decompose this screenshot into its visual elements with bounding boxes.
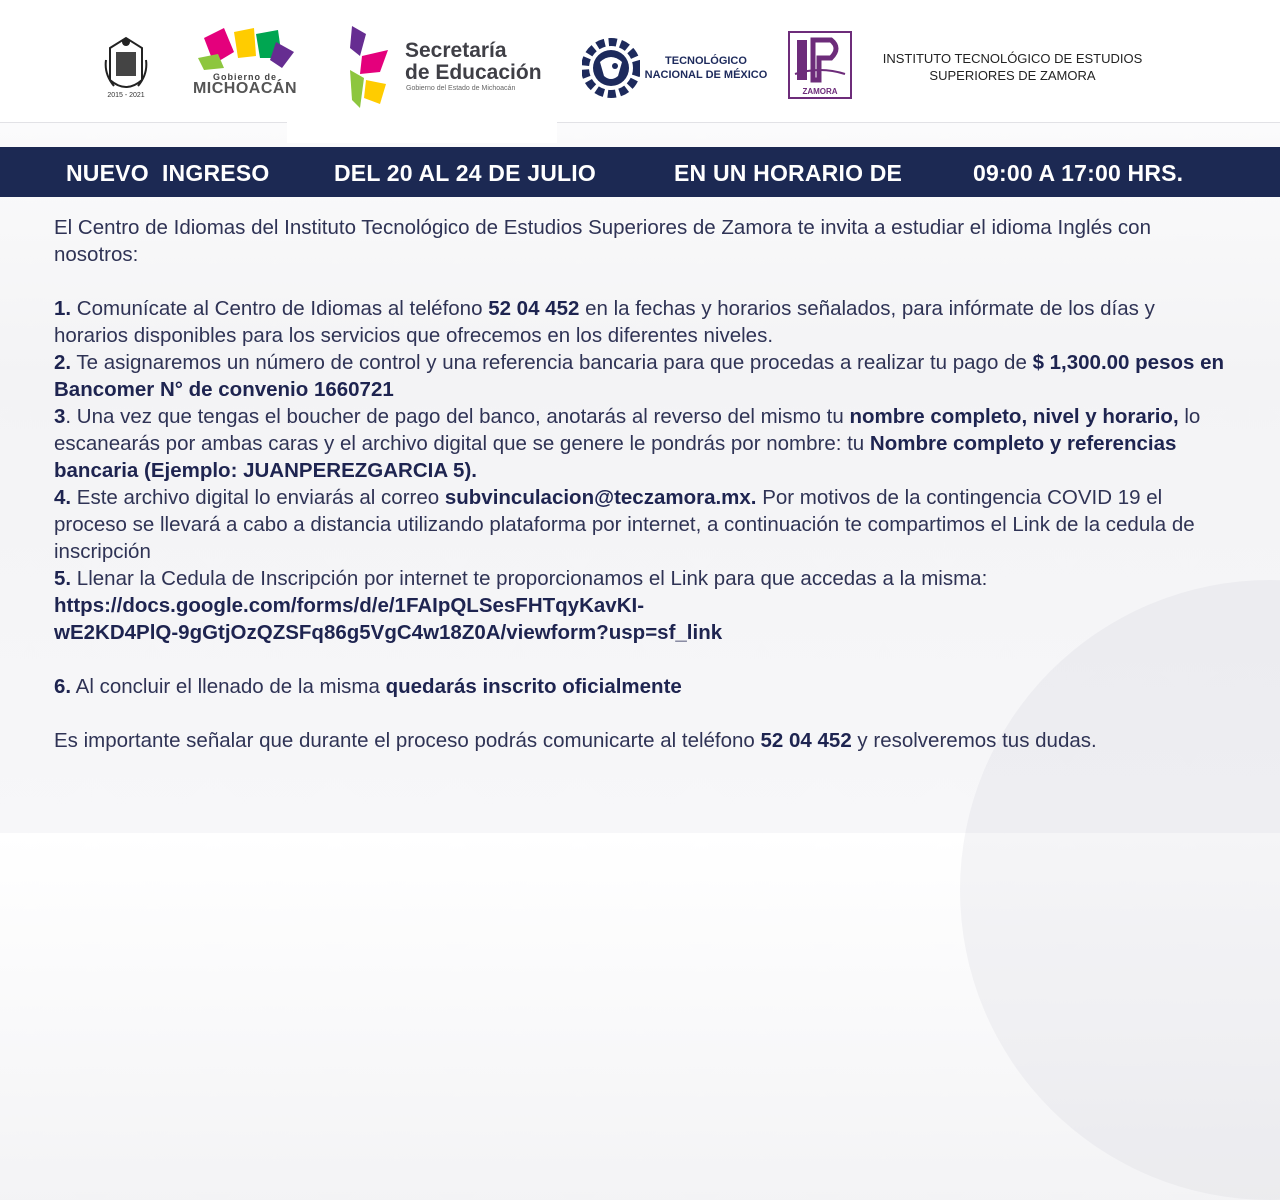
michoacan-small-text: Gobierno de <box>212 72 277 82</box>
header-logos <box>0 0 1280 123</box>
step-3-bold-b: Nombre completo y referencias bancaria (Ejemplo: JUANPEREZGARCIA 5). <box>54 432 1177 482</box>
step-1-phone: 52 04 452 <box>488 297 580 320</box>
form-link-line2[interactable]: wE2KD4PlQ-9gGtjOzQZSFq86g5VgC4w18Z0A/viewform?usp=sf_link <box>54 621 723 644</box>
sep-title-line1: Secretaría <box>405 39 507 62</box>
step-6-bold: quedarás inscrito oficialmente <box>385 675 682 698</box>
ites-name-line1: INSTITUTO TECNOLÓGICO DE ESTUDIOS <box>882 51 1143 66</box>
step-2 <box>54 349 1234 403</box>
closing-text-a: Es importante señalar que durante el proceso podrás comunicarte al teléfono <box>54 729 761 752</box>
form-link-line1[interactable]: https://docs.google.com/forms/d/e/1FAIpQLSesFHTqyKavKI- <box>54 594 645 617</box>
banner-new-enrollment: NUEVO INGRESO <box>66 160 270 186</box>
step-5-number: 5. <box>54 567 72 590</box>
step-1 <box>54 295 1234 349</box>
ites-name <box>860 50 1165 84</box>
tecnm-gear-icon <box>582 26 640 110</box>
tecnm-line2: NACIONAL DE MÉXICO <box>644 69 768 81</box>
sep-title-line2: de Educación <box>405 61 542 84</box>
banner-hours: 09:00 A 17:00 HRS. <box>973 160 1184 186</box>
step-3-text-a: . Una vez que tengas el boucher de pago del banco, anotarás al reverso del mismo tu <box>65 405 850 428</box>
tecnm-name <box>644 54 768 82</box>
step-2-number: 2. <box>54 351 72 374</box>
step-5-text: Llenar la Cedula de Inscripción por internet te proporcionamos el Link para que accedas a la misma: <box>71 567 988 590</box>
step-2-payment: $ 1,300.00 pesos en Bancomer N° de convenio 1660721 <box>54 351 1225 401</box>
ites-logo-label: ZAMORA <box>802 87 838 96</box>
sep-subtitle: Gobierno del Estado de Michoacán <box>406 85 516 92</box>
step-2-text-a: Te asignaremos un número de control y una referencia bancaria para que procedas a realizar tu pago de <box>71 351 1033 374</box>
step-4-text-a: Este archivo digital lo enviarás al correo <box>71 486 445 509</box>
step-3-bold-a: nombre completo, nivel y horario, <box>849 405 1179 428</box>
ites-zamora-logo-icon <box>787 30 853 100</box>
step-1-text-a: Comunícate al Centro de Idiomas al teléfono <box>71 297 489 320</box>
sep-logo-icon <box>350 26 390 108</box>
announcement-body <box>54 214 1234 754</box>
step-1-text-b: en la fechas y horarios señalados, para infórmate de los días y horarios disponibles para los servicios que ofrecemos en los diferentes niveles. <box>54 297 1155 347</box>
ites-name-line2: SUPERIORES DE ZAMORA <box>929 68 1096 83</box>
seal-year: 2015 - 2021 <box>107 92 145 99</box>
step-4-email[interactable]: subvinculacion@teczamora.mx. <box>444 486 757 509</box>
form-link[interactable] <box>54 592 1234 646</box>
step-3 <box>54 403 1234 484</box>
closing-phone: 52 04 452 <box>760 729 852 752</box>
enrollment-banner <box>0 147 1280 197</box>
step-6 <box>54 673 1234 700</box>
step-4 <box>54 484 1234 565</box>
michoacan-seal-icon <box>104 30 148 100</box>
step-6-text: Al concluir el llenado de la misma <box>71 675 386 698</box>
step-1-number: 1. <box>54 297 72 320</box>
closing-paragraph <box>54 727 1234 754</box>
step-4-text-b: Por motivos de la contingencia COVID 19 el proceso se llevará a cabo a distancia utilizando plataforma por internet, a continuación te compartimos el Link de la cedula de inscripción <box>54 486 1195 563</box>
step-3-number: 3 <box>54 405 66 428</box>
sep-title <box>405 40 542 84</box>
banner-dates: DEL 20 AL 24 DE JULIO <box>334 160 596 186</box>
intro-paragraph: El Centro de Idiomas del Instituto Tecnológico de Estudios Superiores de Zamora te invita a estudiar el idioma Inglés con nosotros: <box>54 216 1151 266</box>
step-3-text-b: lo escanearás por ambas caras y el archivo digital que se genere le pondrás por nombre: tu <box>54 405 1201 455</box>
step-6-number: 6. <box>54 675 72 698</box>
michoacan-title: MICHOACÁN <box>192 80 298 97</box>
step-4-number: 4. <box>54 486 72 509</box>
banner-schedule-label: EN UN HORARIO DE <box>674 160 903 186</box>
step-5 <box>54 565 1234 592</box>
tecnm-line1: TECNOLÓGICO <box>665 55 747 67</box>
closing-text-b: y resolveremos tus dudas. <box>851 729 1097 752</box>
